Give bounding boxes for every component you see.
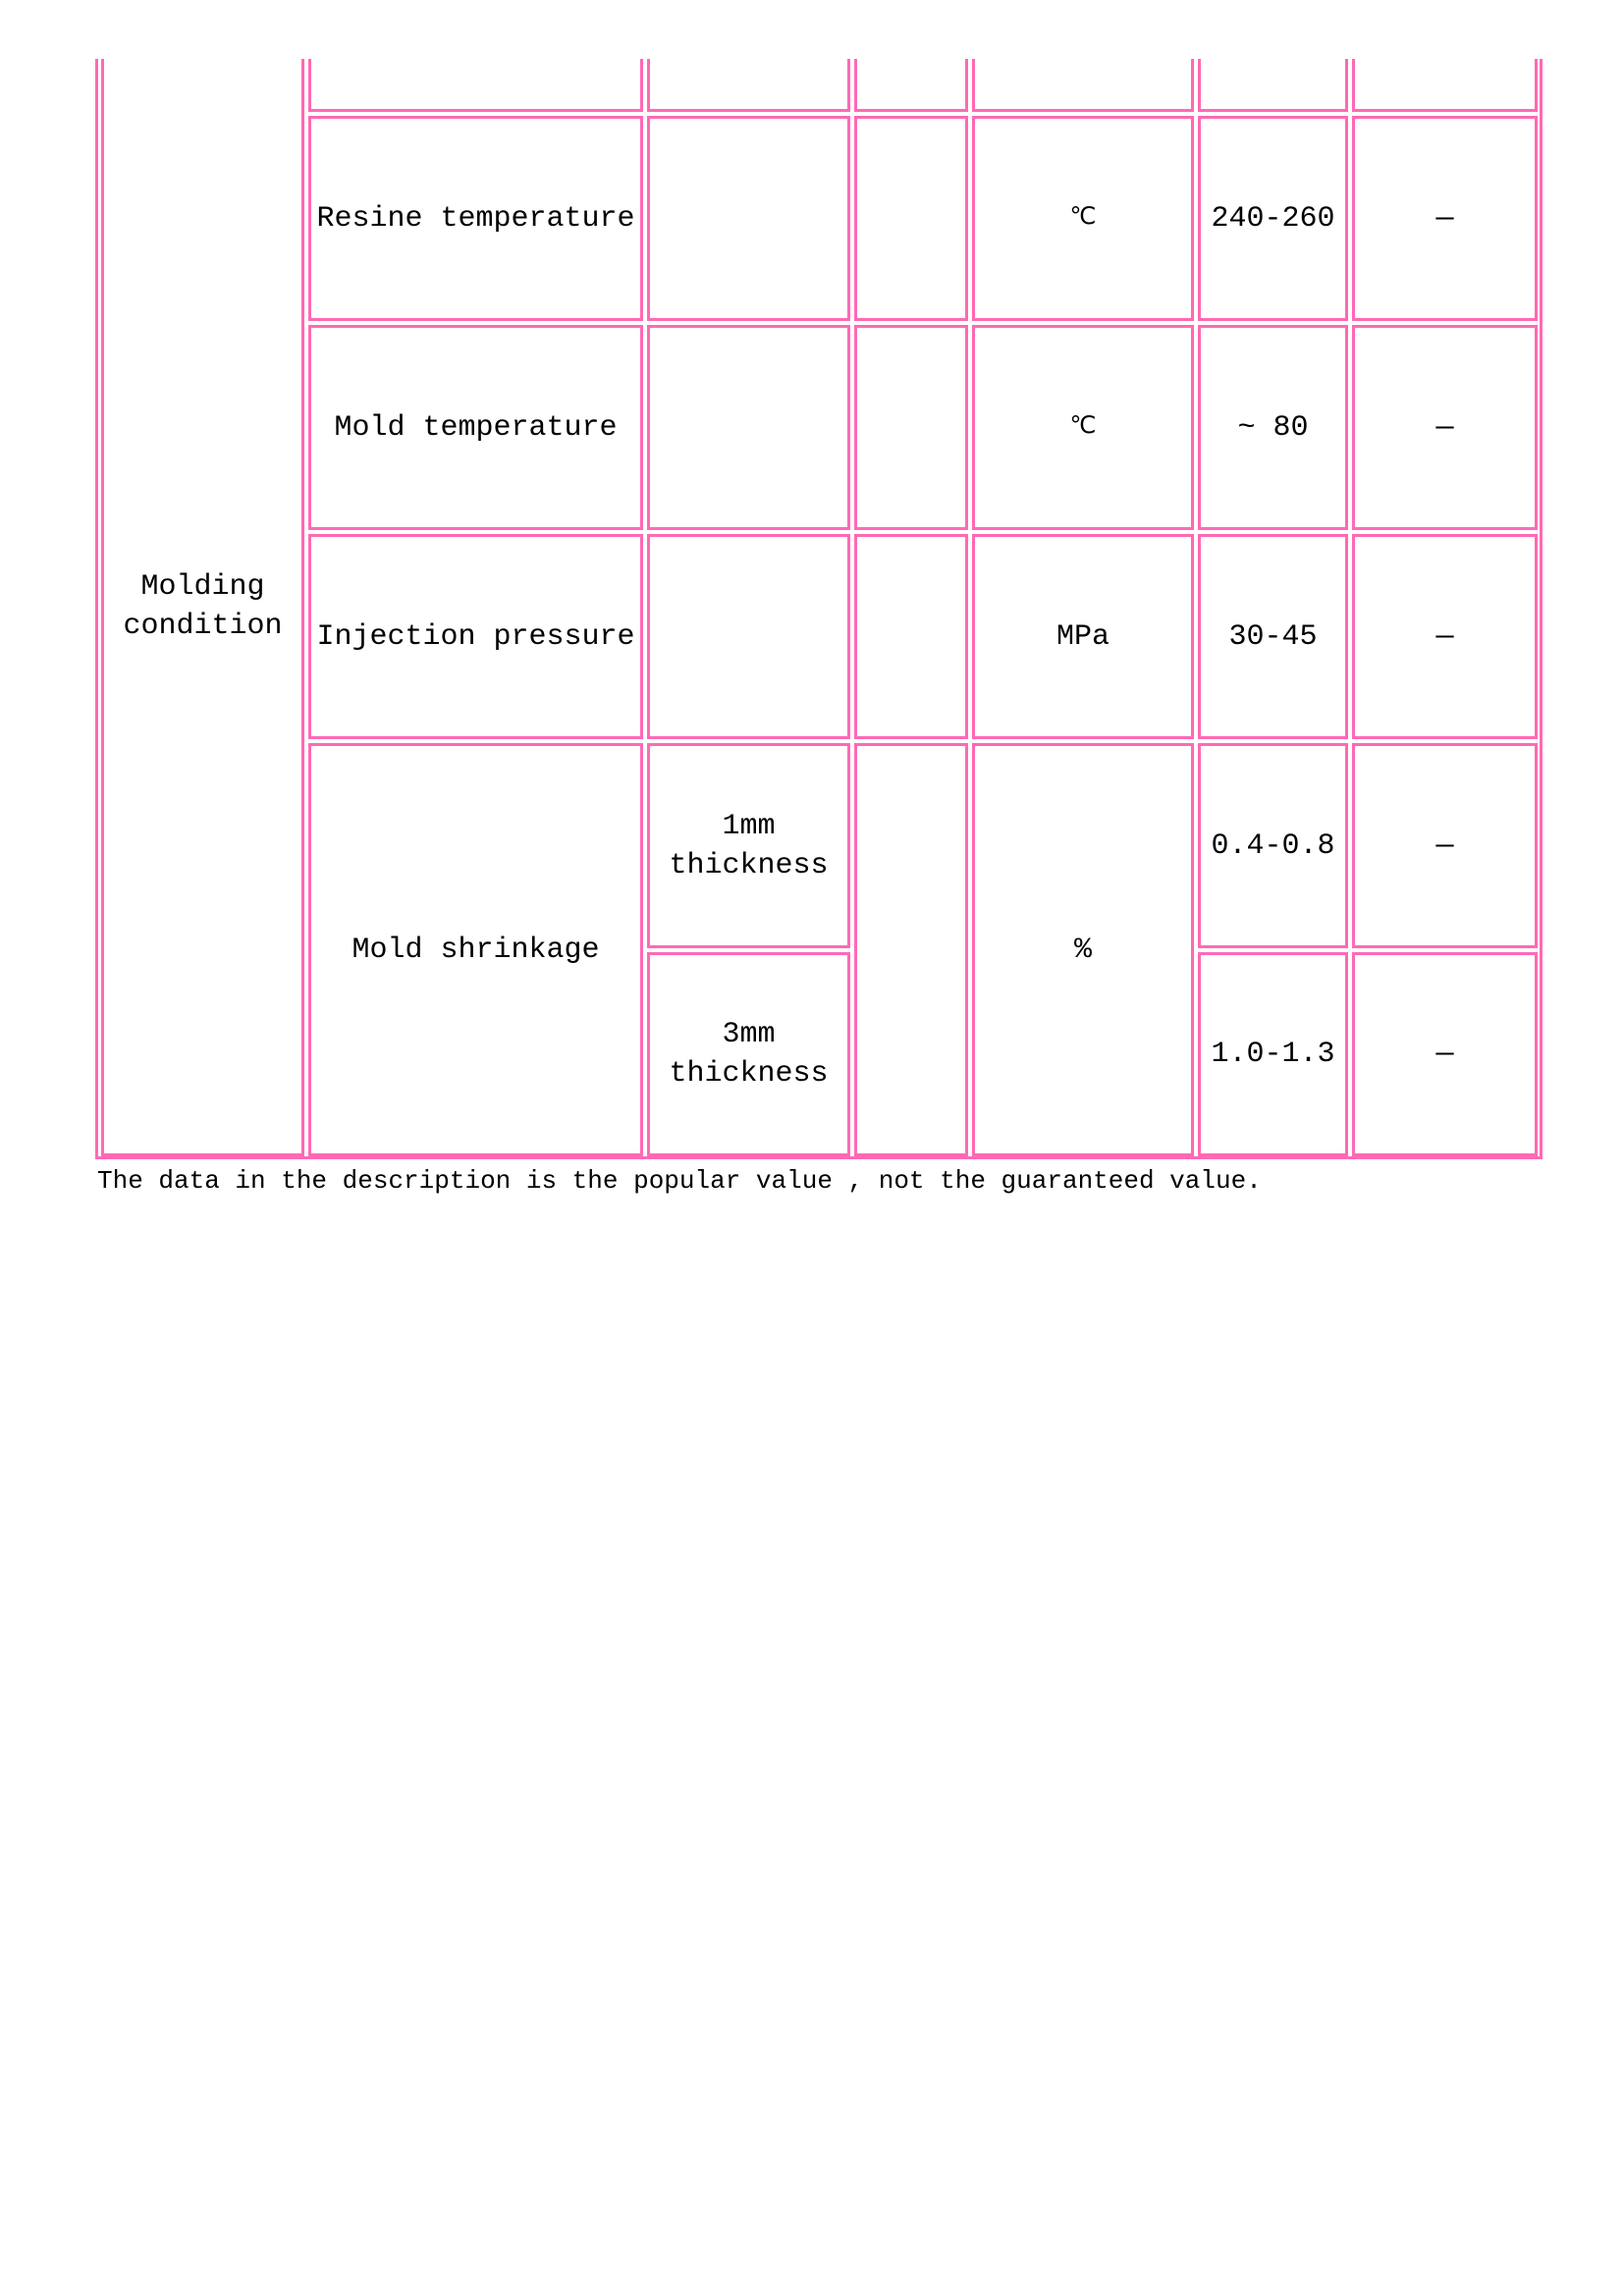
footer-note: The data in the description is the popular value , not the guaranteed value. xyxy=(97,1166,1262,1196)
remark-cell: — xyxy=(1352,116,1538,321)
property-mold-temperature: Mold temperature xyxy=(308,325,643,530)
condition-cell xyxy=(647,116,850,321)
unit-cell: ℃ xyxy=(972,325,1194,530)
test-cell xyxy=(854,116,968,321)
test-cell xyxy=(854,325,968,530)
table-cell xyxy=(854,59,968,112)
condition-cell xyxy=(647,325,850,530)
condition-3mm: 3mm thickness xyxy=(647,952,850,1156)
test-cell xyxy=(854,743,968,1156)
value-cell: 1.0-1.3 xyxy=(1198,952,1348,1156)
value-cell: 240-260 xyxy=(1198,116,1348,321)
condition-1mm: 1mm thickness xyxy=(647,743,850,948)
property-resine-temperature: Resine temperature xyxy=(308,116,643,321)
test-cell xyxy=(854,534,968,739)
remark-cell: — xyxy=(1352,325,1538,530)
table-cell xyxy=(1352,59,1538,112)
value-cell: ~ 80 xyxy=(1198,325,1348,530)
unit-cell: % xyxy=(972,743,1194,1156)
unit-cell: MPa xyxy=(972,534,1194,739)
remark-cell: — xyxy=(1352,534,1538,739)
property-injection-pressure: Injection pressure xyxy=(308,534,643,739)
value-cell: 30-45 xyxy=(1198,534,1348,739)
table-cell xyxy=(308,59,643,112)
table-cell xyxy=(647,59,850,112)
condition-cell xyxy=(647,534,850,739)
remark-cell: — xyxy=(1352,952,1538,1156)
value-cell: 0.4-0.8 xyxy=(1198,743,1348,948)
table-cell xyxy=(972,59,1194,112)
unit-cell: ℃ xyxy=(972,116,1194,321)
remark-cell: — xyxy=(1352,743,1538,948)
table-cell xyxy=(1198,59,1348,112)
group-label-molding-condition: Molding condition xyxy=(101,59,304,1156)
property-mold-shrinkage: Mold shrinkage xyxy=(308,743,643,1156)
